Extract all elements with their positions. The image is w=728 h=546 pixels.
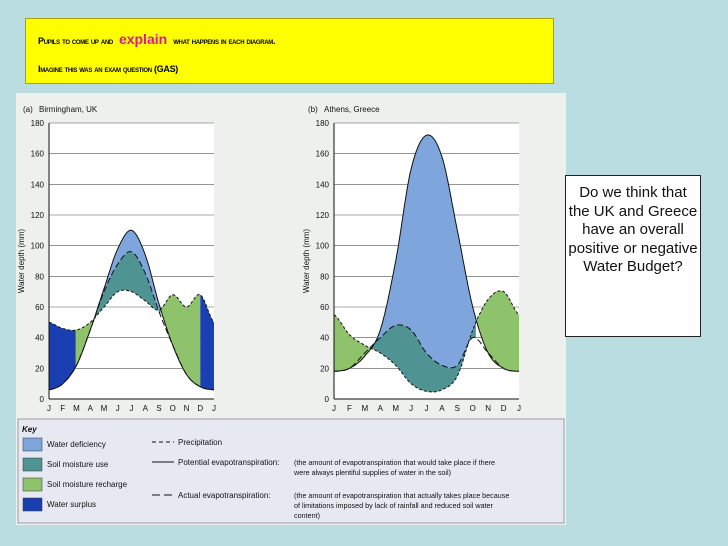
uk-xtick-11: D bbox=[197, 404, 204, 413]
greece-xtick-8: S bbox=[454, 404, 461, 413]
uk-xtick-10: N bbox=[183, 404, 190, 413]
uk-xtick-4: M bbox=[100, 404, 108, 413]
greece-ytick-180: 180 bbox=[315, 119, 329, 128]
uk-xtick-2: M bbox=[73, 404, 80, 413]
uk-xtick-9: O bbox=[169, 404, 176, 413]
uk-ytick-60: 60 bbox=[35, 303, 44, 312]
greece-xtick-4: M bbox=[392, 404, 400, 413]
key-title: Key bbox=[22, 425, 37, 434]
uk-panel-label: (a) bbox=[23, 105, 33, 114]
greece-ytick-140: 140 bbox=[315, 180, 329, 190]
greece-xtick-9: O bbox=[469, 404, 476, 413]
greece-xtick-10: N bbox=[485, 404, 492, 413]
uk-xtick-6: J bbox=[129, 404, 134, 413]
key-line-desc-2-0: (the amount of evapotranspiration that actually takes place because bbox=[294, 491, 510, 500]
greece-xtick-12: J bbox=[517, 404, 521, 413]
greece-ytick-20: 20 bbox=[320, 364, 329, 374]
greece-xtick-5: J bbox=[409, 404, 414, 413]
uk-ytick-0: 0 bbox=[39, 395, 44, 404]
instruction-prefix: Pupils to come up and bbox=[38, 36, 113, 46]
greece-ytick-120: 120 bbox=[315, 211, 329, 220]
uk-ytick-140: 140 bbox=[30, 180, 44, 190]
instruction-line-2: Imagine this was an exam question (GAS) bbox=[38, 64, 178, 74]
key-line-desc-1-1: were always plentiful supplies of water in the soil) bbox=[294, 468, 452, 477]
greece-ytick-160: 160 bbox=[315, 149, 329, 159]
key-swatch-2 bbox=[23, 478, 42, 491]
uk-ytick-20: 20 bbox=[35, 364, 44, 374]
greece-ytick-0: 0 bbox=[324, 395, 329, 404]
uk-ytick-120: 120 bbox=[30, 211, 44, 220]
key-item-label-1: Soil moisture use bbox=[47, 460, 109, 469]
greece-ytick-80: 80 bbox=[320, 272, 329, 282]
key-item-label-0: Water deficiency bbox=[47, 440, 106, 449]
water-budget-figure bbox=[16, 93, 566, 525]
key-swatch-3 bbox=[23, 498, 42, 511]
key-line-desc-1-0: (the amount of evapotranspiration that would take place if there bbox=[294, 458, 495, 467]
greece-xtick-6: J bbox=[424, 404, 429, 413]
key-line-desc-2-1: of limitations imposed by lack of rainfall and reduced soil water bbox=[294, 501, 493, 510]
greece-xtick-0: J bbox=[332, 404, 336, 413]
key-item-label-2: Soil moisture recharge bbox=[47, 480, 128, 489]
greece-xtick-11: D bbox=[500, 404, 507, 413]
greece-xtick-2: M bbox=[361, 404, 369, 413]
greece-y-axis-label: Water depth (mm) bbox=[302, 228, 311, 294]
key-swatch-1 bbox=[23, 458, 42, 471]
instruction-suffix: what happens in each diagram. bbox=[173, 36, 276, 46]
instruction-emphasis: explain bbox=[118, 31, 168, 47]
uk-ytick-180: 180 bbox=[30, 119, 44, 128]
key-item-label-3: Water surplus bbox=[47, 500, 97, 509]
uk-y-axis-label: Water depth (mm) bbox=[17, 228, 26, 294]
key-line-desc-2-2: content) bbox=[294, 511, 320, 520]
greece-ytick-60: 60 bbox=[320, 303, 329, 312]
greece-xtick-7: A bbox=[439, 404, 445, 413]
question-callout: Do we think that the UK and Greece have an overall positive or negative Water Budget? bbox=[565, 175, 701, 337]
uk-xtick-8: S bbox=[156, 404, 162, 413]
uk-xtick-5: J bbox=[115, 404, 120, 413]
uk-xtick-1: F bbox=[60, 404, 66, 413]
uk-xtick-3: A bbox=[87, 404, 93, 413]
water-budget-diagram bbox=[16, 93, 566, 525]
instruction-banner bbox=[25, 18, 554, 84]
key-swatch-0 bbox=[23, 438, 42, 451]
uk-xtick-7: A bbox=[142, 404, 148, 413]
instruction-line-1 bbox=[38, 31, 275, 47]
key-line-label-0: Precipitation bbox=[178, 438, 223, 447]
key-line-label-1: Potential evapotranspiration: bbox=[178, 458, 280, 467]
uk-chart-title: Birmingham, UK bbox=[39, 105, 98, 114]
uk-ytick-40: 40 bbox=[35, 333, 44, 343]
key-line-label-2: Actual evapotranspiration: bbox=[178, 491, 271, 500]
greece-chart-title: Athens, Greece bbox=[324, 105, 380, 114]
uk-ytick-160: 160 bbox=[30, 149, 44, 159]
greece-xtick-1: F bbox=[346, 404, 352, 413]
greece-ytick-40: 40 bbox=[320, 333, 329, 343]
greece-ytick-100: 100 bbox=[315, 241, 329, 251]
uk-xtick-0: J bbox=[47, 404, 51, 413]
uk-ytick-100: 100 bbox=[30, 241, 44, 251]
uk-ytick-80: 80 bbox=[35, 272, 44, 282]
uk-xtick-12: J bbox=[212, 404, 216, 413]
greece-panel-label: (b) bbox=[308, 105, 318, 114]
greece-xtick-3: A bbox=[377, 404, 383, 413]
